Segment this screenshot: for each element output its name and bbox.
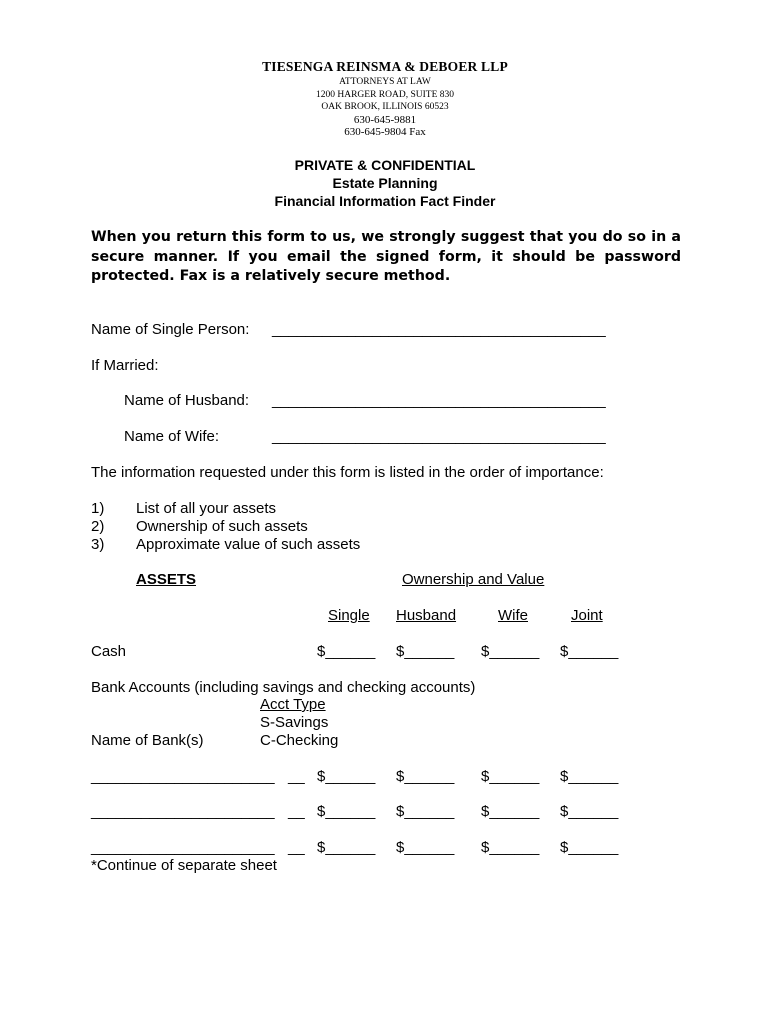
bank-joint-field[interactable]: $______ xyxy=(560,803,619,820)
firm-name: TIESENGA REINSMA & DEBOER LLP xyxy=(262,59,508,74)
firm-phone: 630-645-9881 xyxy=(353,114,417,126)
heading-confidential: PRIVATE & CONFIDENTIAL xyxy=(294,157,476,173)
acct-type-checking: C-Checking xyxy=(260,732,339,749)
security-notice: When you return this form to us, we strongly suggest that you do so in a secure manner. If you email the signed form, it should be password protected. Fax is a relatively secure method. xyxy=(91,229,681,284)
column-joint: Joint xyxy=(571,607,603,624)
single-person-label: Name of Single Person: xyxy=(91,321,250,338)
cash-single-field[interactable]: $______ xyxy=(317,643,376,660)
bank-joint-field[interactable]: $______ xyxy=(560,768,619,785)
bank-single-field[interactable]: $______ xyxy=(317,803,376,820)
bank-husband-field[interactable]: $______ xyxy=(396,803,455,820)
heading-estate-planning: Estate Planning xyxy=(332,175,438,191)
acct-type-header: Acct Type xyxy=(260,696,326,713)
column-husband: Husband xyxy=(396,607,457,624)
assets-header: ASSETS xyxy=(136,571,197,588)
bank-name-field[interactable]: ______________________ xyxy=(91,839,275,856)
list-item: Ownership of such assets xyxy=(136,518,308,535)
continue-note: *Continue of separate sheet xyxy=(91,857,277,874)
list-item-number: 2) xyxy=(91,518,105,535)
cash-husband-field[interactable]: $______ xyxy=(396,643,455,660)
single-person-field[interactable]: ________________________________________ xyxy=(272,321,606,338)
list-item-number: 1) xyxy=(91,500,105,517)
heading-fact-finder: Financial Information Fact Finder xyxy=(274,193,496,209)
wife-name-field[interactable]: ________________________________________ xyxy=(272,428,606,445)
info-intro: The information requested under this form is listed in the order of importance: xyxy=(91,464,604,481)
bank-husband-field[interactable]: $______ xyxy=(396,839,455,856)
bank-wife-field[interactable]: $______ xyxy=(481,803,540,820)
wife-name-label: Name of Wife: xyxy=(124,428,220,445)
bank-wife-field[interactable]: $______ xyxy=(481,768,540,785)
bank-joint-field[interactable]: $______ xyxy=(560,839,619,856)
if-married-label: If Married: xyxy=(91,357,159,374)
cash-label: Cash xyxy=(91,643,127,660)
bank-husband-field[interactable]: $______ xyxy=(396,768,455,785)
firm-subtitle: ATTORNEYS AT LAW xyxy=(339,77,431,87)
cash-wife-field[interactable]: $______ xyxy=(481,643,540,660)
husband-name-label: Name of Husband: xyxy=(124,392,250,409)
cash-joint-field[interactable]: $______ xyxy=(560,643,619,660)
list-item-number: 3) xyxy=(91,536,105,553)
list-item: Approximate value of such assets xyxy=(136,536,361,553)
firm-address-line-2: OAK BROOK, ILLINOIS 60523 xyxy=(321,102,449,112)
bank-wife-field[interactable]: $______ xyxy=(481,839,540,856)
ownership-header: Ownership and Value xyxy=(402,571,545,588)
acct-type-field[interactable]: __ xyxy=(288,803,305,820)
bank-single-field[interactable]: $______ xyxy=(317,839,376,856)
bank-single-field[interactable]: $______ xyxy=(317,768,376,785)
bank-name-field[interactable]: ______________________ xyxy=(91,803,275,820)
list-item: List of all your assets xyxy=(136,500,277,517)
acct-type-field[interactable]: __ xyxy=(288,839,305,856)
bank-accounts-label: Bank Accounts (including savings and checking accounts) xyxy=(91,679,476,696)
column-wife: Wife xyxy=(498,607,528,624)
bank-name-label: Name of Bank(s) xyxy=(91,732,204,749)
firm-fax: 630-645-9804 Fax xyxy=(344,126,426,138)
acct-type-savings: S-Savings xyxy=(260,714,329,731)
acct-type-field[interactable]: __ xyxy=(288,768,305,785)
column-single: Single xyxy=(328,607,370,624)
husband-name-field[interactable]: ________________________________________ xyxy=(272,392,606,409)
firm-address-line-1: 1200 HARGER ROAD, SUITE 830 xyxy=(315,90,454,100)
bank-name-field[interactable]: ______________________ xyxy=(91,768,275,785)
